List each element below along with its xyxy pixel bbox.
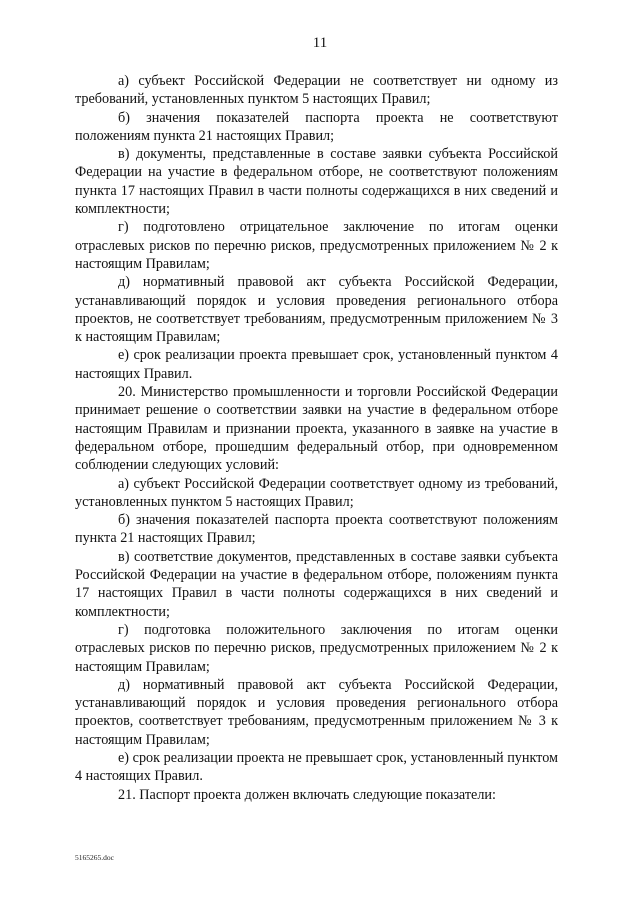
paragraph-20a: а) субъект Российской Федерации соответствует одному из требований, установленных пунктом 5 настоящих Правил; [75,475,558,510]
footer-filename: 5165265.doc [75,853,114,862]
paragraph-20d: д) нормативный правовой акт субъекта Российской Федерации, устанавливающий порядок и условия проведения регионального отбора проектов, соответствует требованиям, предусмотренным приложением № 3 к настоящим Правилам; [75,676,558,748]
paragraph-19b: б) значения показателей паспорта проекта не соответствуют положениям пункта 21 настоящих Правил; [75,109,558,144]
paragraph-21: 21. Паспорт проекта должен включать следующие показатели: [118,786,496,803]
paragraph-19a: а) субъект Российской Федерации не соответствует ни одному из требований, установленных пунктом 5 настоящих Правил; [75,73,558,108]
paragraph-20: 20. Министерство промышленности и торговли Российской Федерации принимает решение о соответствии заявки на участие в федеральном отборе настоящим Правилам и признании проекта, указанного в заявке на участие в федеральном отборе, прошедшим федеральный отбор, при одновременном соблюдении следующих условий: [75,384,558,474]
paragraph-20b: б) значения показателей паспорта проекта соответствуют положениям пункта 21 настоящих Правил; [75,512,558,547]
paragraph-20e: е) срок реализации проекта не превышает срок, установленный пунктом 4 настоящих Правил. [75,749,558,785]
page-number: 11 [312,35,328,51]
document-body [75,72,558,804]
paragraph-19g: г) подготовлено отрицательное заключение по итогам оценки отраслевых рисков по перечню рисков, предусмотренных приложением № 2 к настоящим Правилам; [75,219,558,272]
paragraph-19d: д) нормативный правовой акт субъекта Российской Федерации, устанавливающий порядок и условия проведения регионального отбора проектов, не соответствует требованиям, предусмотренным приложением № 3 к настоящим Правилам; [75,274,558,346]
paragraph-20g: г) подготовка положительного заключения по итогам оценки отраслевых рисков по перечню рисков, предусмотренных приложением № 2 к настоящим Правилам; [75,621,558,675]
paragraph-20v: в) соответствие документов, представленных в составе заявки субъекта Российской Федерации на участие в федеральном отборе, положениям пункта 17 настоящих Правил в части полноты содержащихся в них сведений и комплектности; [75,548,558,620]
paragraph-19e: е) срок реализации проекта превышает срок, установленный пунктом 4 настоящих Правил. [75,347,558,382]
paragraph-19v: в) документы, представленные в составе заявки субъекта Российской Федерации на участие в федеральном отборе, не соответствуют положениям пункта 17 настоящих Правил в части полноты содержащихся в них сведений и комплектности; [75,146,558,218]
